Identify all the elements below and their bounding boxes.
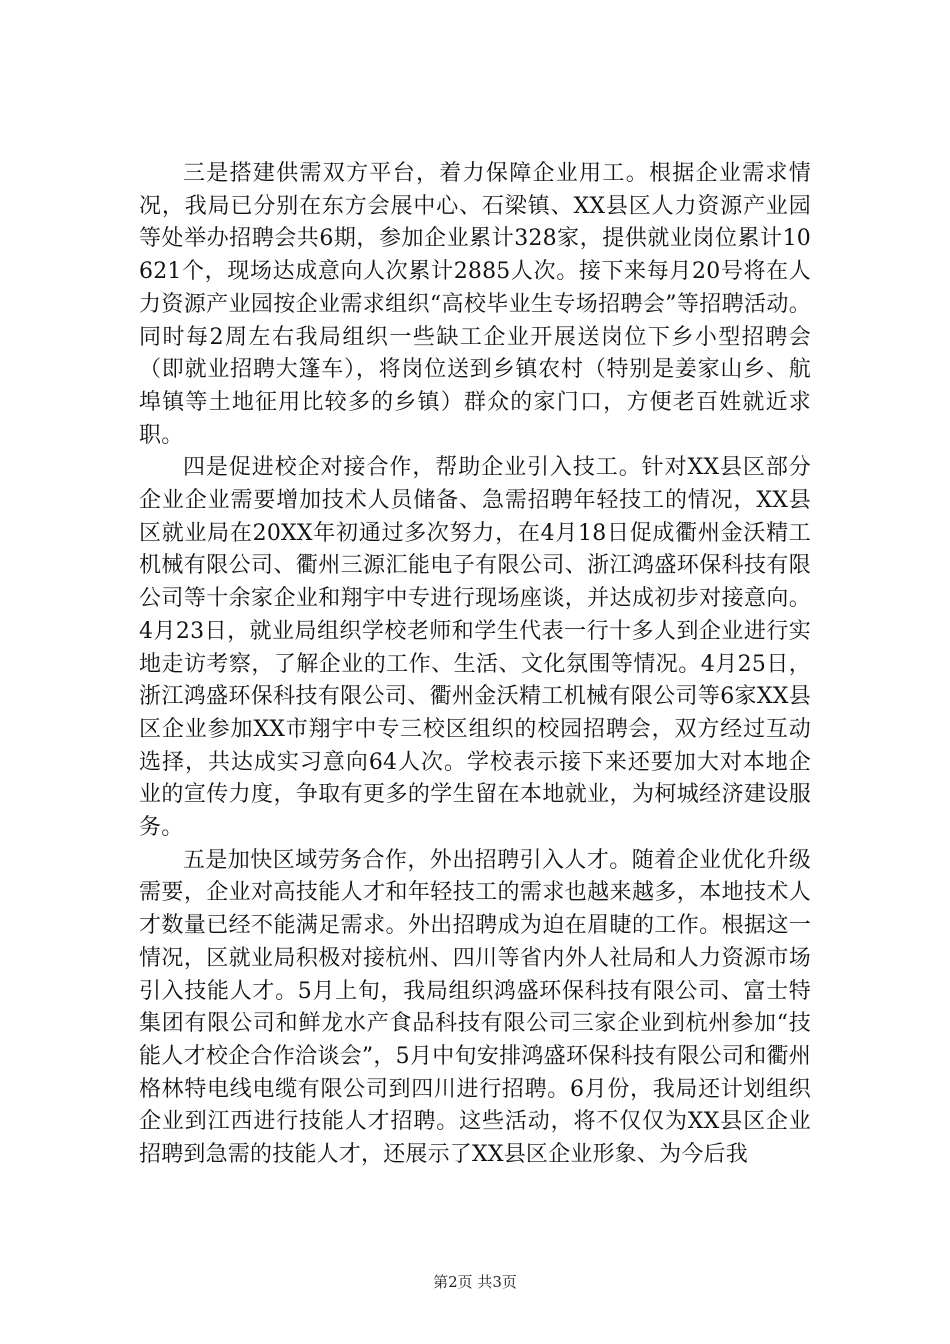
- document-body: [139, 158, 811, 1172]
- page-number-footer: 第2页 共3页: [433, 1273, 517, 1291]
- paragraph-regional-labor-cooperation: 五是加快区域劳务合作，外出招聘引入人才。随着企业优化升级需要，企业对高技能人才和年轻技工的需求也越来越多，本地技术人才数量已经不能满足需求。外出招聘成为迫在眉睫的工作。根据这一情况，区就业局积极对接杭州、四川等省内外人社局和人力资源市场引入技能人才。5月上旬，我局组织鸿盛环保科技有限公司、富士特集团有限公司和鲜龙水产食品科技有限公司三家企业到杭州参加“技能人才校企合作洽谈会”，5月中旬安排鸿盛环保科技有限公司和衢州格林特电线电缆有限公司到四川进行招聘。6月份，我局还计划组织企业到江西进行技能人才招聘。这些活动，将不仅仅为XX县区企业招聘到急需的技能人才，还展示了XX县区企业形象、为今后我: [139, 847, 811, 1168]
- paragraph-school-enterprise-cooperation: 四是促进校企对接合作，帮助企业引入技工。针对XX县区部分企业企业需要增加技术人员储备、急需招聘年轻技工的情况，XX县区就业局在20XX年初通过多次努力，在4月18日促成衢州金沃精工机械有限公司、衢州三源汇能电子有限公司、浙江鸿盛环保科技有限公司等十余家企业和翔宇中专进行现场座谈，并达成初步对接意向。4月23日，就业局组织学校老师和学生代表一行十多人到企业进行实地走访考察，了解企业的工作、生活、文化氛围等情况。4月25日，浙江鸿盛环保科技有限公司、衢州金沃精工机械有限公司等6家XX县区企业参加XX市翔宇中专三校区组织的校园招聘会，双方经过互动选择，共达成实习意向64人次。学校表示接下来还要加大对本地企业的宣传力度，争取有更多的学生留在本地就业，为柯城经济建设服务。: [139, 455, 811, 841]
- paragraph-supply-demand-platform: 三是搭建供需双方平台，着力保障企业用工。根据企业需求情况，我局已分别在东方会展中心、石梁镇、XX县区人力资源产业园等处举办招聘会共6期，参加企业累计328家，提供就业岗位累计10621个，现场达成意向人次累计2885人次。接下来每月20号将在人力资源产业园按企业需求组织“高校毕业生专场招聘会”等招聘活动。同时每2周左右我局组织一些缺工企业开展送岗位下乡小型招聘会（即就业招聘大篷车），将岗位送到乡镇农村（特别是姜家山乡、航埠镇等土地征用比较多的乡镇）群众的家门口，方便老百姓就近求职。: [139, 161, 811, 448]
